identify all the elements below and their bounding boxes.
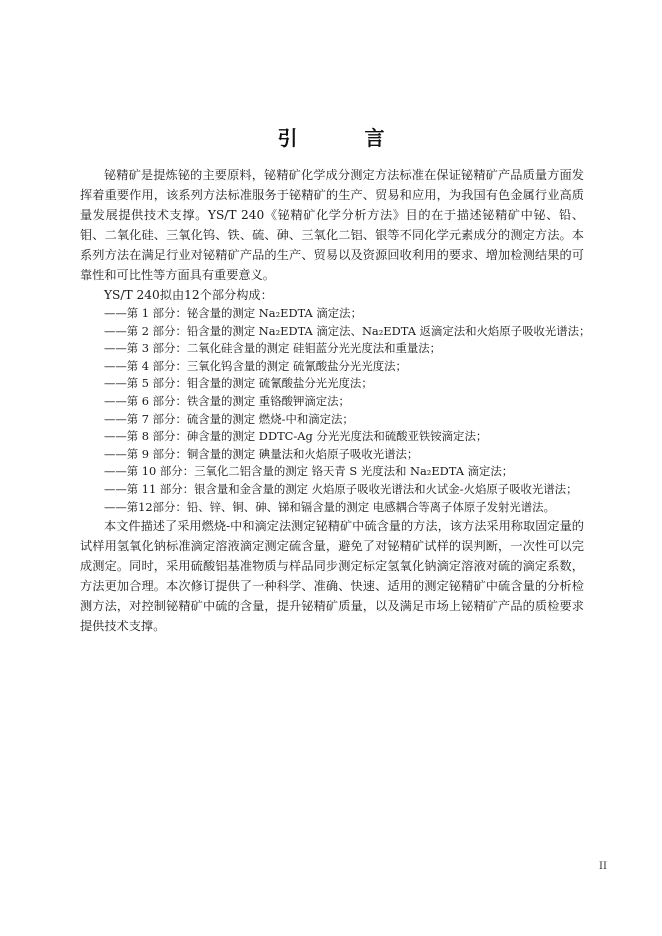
- part-number: ——第 7 部分：: [104, 411, 187, 426]
- part-number: ——第 10 部分：: [104, 464, 195, 479]
- list-item: [80, 375, 584, 393]
- list-item: [80, 481, 584, 499]
- part-text: 铁含量的测定 重铬酸钾滴定法；: [186, 393, 350, 408]
- part-number: ——第 2 部分：: [104, 323, 187, 338]
- page-title: 引 言: [277, 126, 415, 150]
- part-text: 银含量和金含量的测定 火焰原子吸收光谱法和火试金-火焰原子吸收光谱法；: [194, 481, 578, 496]
- part-number: ——第 8 部分：: [104, 429, 187, 444]
- part-number: ——第 11 部分：: [104, 481, 195, 496]
- parts-list: [80, 305, 591, 516]
- closing-paragraph: 本文件描述了采用燃烧-中和滴定法测定铋精矿中硫含量的方法，该方法采用称取固定量的试样用氢氧化钠标准滴定溶液滴定测定硫含量，避免了对铋精矿试样的误判断，一次性可以完成测定。同时，采用硫酸铝基准物质与样品同步测定标定氢氧化钠滴定溶液对硫的滴定系数，方法更加合理。本次修订提供了一种科学、准确、快速、适用的测定铋精矿中硫含量的分析检测方法，对控制铋精矿中硫的含量，提升铋精矿质量，以及满足市场上铋精矿产品的质检要求提供技术支撑。: [80, 519, 584, 634]
- part-text: 铅含量的测定 Na₂EDTA 滴定法、Na₂EDTA 返滴定法和火焰原子吸收光谱法；: [186, 323, 591, 338]
- list-item: [80, 499, 584, 517]
- part-text: 铜含量的测定 碘量法和火焰原子吸收光谱法；: [186, 446, 419, 461]
- part-number: ——第 1 部分：: [104, 306, 187, 320]
- part-text: 三氧化二铝含量的测定 铬天青 S 光度法和 Na₂EDTA 滴定法；: [194, 464, 514, 479]
- part-number: ——第12部分：: [104, 499, 187, 514]
- list-item: [80, 340, 584, 358]
- part-text: 铅、锌、铜、砷、锑和镉含量的测定 电感耦合等离子体原子发射光谱法。: [186, 499, 555, 514]
- parts-intro: YS/T 240拟由12个部分构成：: [104, 288, 273, 302]
- list-item: [80, 305, 584, 323]
- intro-paragraph: 铋精矿是提炼铋的主要原料，铋精矿化学成分测定方法标准在保证铋精矿产品质量方面发挥着重要作用，该系列方法标准服务于铋精矿的生产、贸易和应用，为我国有色金属行业高质量发展提供技术支撑。YS/T 240《铋精矿化学分析方法》目的在于描述铋精矿中铋、铅、钼、二氧化硅、三氧化钨、铁、硫、砷、三氧化二铝、银等不同化学元素成分的测定方法。本系列方法在满足行业对铋精矿产品的生产、贸易以及资源回收利用的要求、增加检测结果的可靠性和可比性等方面具有重要意义。: [80, 168, 584, 282]
- part-text: 钼含量的测定 硫氰酸盐分光光度法；: [186, 376, 373, 391]
- part-text: 砷含量的测定 DDTC-Ag 分光光度法和硫酸亚铁铵滴定法；: [186, 429, 488, 444]
- part-text: 三氧化钨含量的测定 硫氰酸盐分光光度法；: [186, 358, 407, 373]
- list-item: [80, 446, 584, 464]
- list-item: [80, 411, 584, 429]
- part-number: ——第 9 部分：: [104, 446, 187, 461]
- list-item: [80, 463, 584, 481]
- list-item: [80, 393, 584, 411]
- part-number: ——第 6 部分：: [104, 393, 187, 408]
- part-text: 二氧化硅含量的测定 硅钼蓝分光光度法和重量法；: [186, 341, 442, 356]
- part-number: ——第 5 部分：: [104, 376, 187, 391]
- document-body: [80, 165, 591, 636]
- part-text: 硫含量的测定 燃烧-中和滴定法；: [186, 411, 354, 426]
- list-item: [80, 358, 584, 376]
- list-item: [80, 323, 591, 341]
- part-number: ——第 4 部分：: [104, 358, 187, 373]
- page-number: II: [599, 861, 607, 872]
- part-text: 铋含量的测定 Na₂EDTA 滴定法；: [186, 306, 362, 320]
- list-item: [80, 428, 584, 446]
- part-number: ——第 3 部分：: [104, 341, 187, 356]
